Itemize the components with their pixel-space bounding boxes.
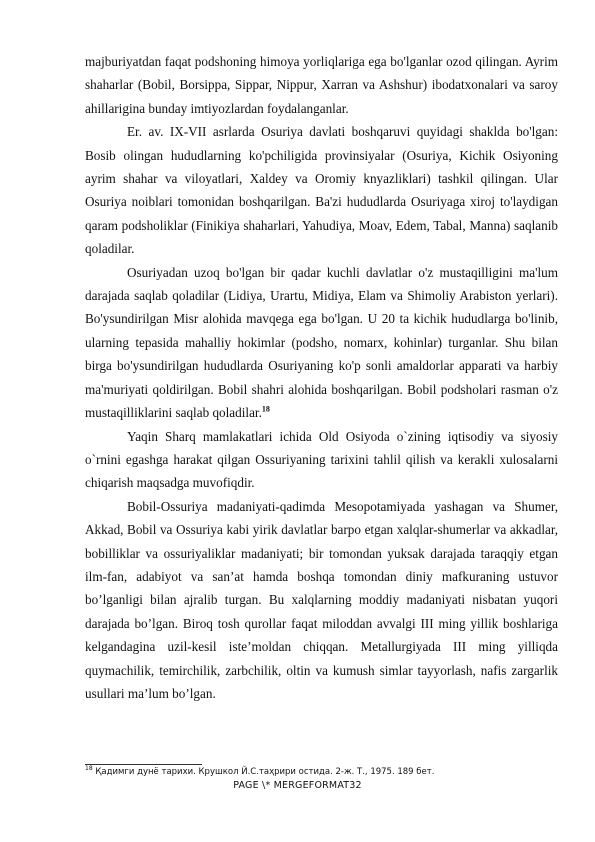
page-number-field: PAGE \* MERGEFORMAT32 xyxy=(233,780,362,791)
paragraph-5-text: Bobil-Ossuriya madaniyati-qadimda Mesopotamiyada yashagan va Shumer, Akkad, Bobil va Ossuriya kabi yirik davlatlar barpo etgan xalqlar-shumerlar va akkadlar, bobilliklar va ossuriyaliklar madaniyati; bir tomondan yuksak darajada taraqqiy etgan ilm-fan, adabiyot va san’at hamda boshqa tomondan diniy mafkuraning ustuvor bo’lganligi bilan ajralib turgan. Bu xalqlarning moddiy madaniyati nisbatan yuqori darajada bo’lgan. Biroq tosh qurollar faqat miloddan avvalgi III ming yillik boshlariga kelgandagina uzil-kesil iste’moldan chiqqan. Metallurgiyada III ming yilliqda quymachilik, temirchilik, zarbchilik, oltin va kumush simlar tayyorlash, nafis zargarlik usullari ma’lum bo’lgan. xyxy=(85,498,558,701)
paragraph-1 xyxy=(85,50,558,120)
paragraph-4 xyxy=(85,425,558,495)
paragraph-3 xyxy=(85,261,558,425)
document-body xyxy=(85,50,558,705)
paragraph-4-text: Yaqin Sharq mamlakatlari ichida Old Osiyoda o`zining iqtisodiy va siyosiy o`rnini egashga harakat qilgan Ossuriyaning tarixini tahlil qilish va kerakli xulosalarni chiqarish maqsadga muvofiqdir. xyxy=(85,428,558,491)
footnote xyxy=(85,766,558,778)
footnote-separator xyxy=(85,764,202,765)
footnote-text: Қадимги дунё тарихи. Крушкол Й.С.таҳрири остида. 2-ж. Т., 1975. 189 бет. xyxy=(92,767,435,777)
paragraph-5 xyxy=(85,495,558,706)
footnote-number: 18 xyxy=(85,765,93,773)
paragraph-2 xyxy=(85,120,558,260)
paragraph-3-text: Osuriyadan uzoq bo'lgan bir qadar kuchli davlatlar o'z mustaqilligini ma'lum darajada saqlab qoladilar (Lidiya, Urartu, Midiya, Elam va Shimoliy Arabiston yerlari). Bo'ysundirilgan Misr alohida mavqega ega bo'lgan. U 20 ta kichik hududlarga bo'linib, ularning tepasida mahalliy hokimlar (podsho, nomarx, kohinlar) turganlar. Shu bilan birga bo'ysundirilgan hududlarda Osuriyaning ko'p sonli amaldorlar apparati va harbiy ma'muriyati qoldirilgan. Bobil shahri alohida boshqarilgan. Bobil podsholari rasman o'z mustaqilliklarini saqlab qoladilar. xyxy=(85,264,558,421)
footnote-reference[interactable]: 18 xyxy=(261,404,270,414)
paragraph-2-text: Er. av. IX-VII asrlarda Osuriya davlati boshqaruvi quyidagi shaklda bo'lgan: Bosib olingan hududlarning ko'pchiligida provinsiyalar (Osuriya, Kichik Osiyoning ayrim shahar va viloyatlari, Xaldey va Oromiy knyazliklari) tashkil qilingan. Ular Osuriya noiblari tomonidan boshqarilgan. Ba'zi hududlarda Osuriyaga xiroj to'laydigan qaram podsholiklar (Finikiya shaharlari, Yahudiya, Moav, Edem, Tabal, Manna) saqlanib qoladilar. xyxy=(85,124,558,257)
paragraph-1-text: majburiyatdan faqat podshoning himoya yorliqlariga ega bo'lganlar ozod qilingan. Ayrim shaharlar (Bobil, Borsippa, Sippar, Nippur, Xarran va Ashshur) ibodatxonalari va saroy ahillarigina bunday imtiyozlardan foydalanganlar. xyxy=(85,54,558,116)
